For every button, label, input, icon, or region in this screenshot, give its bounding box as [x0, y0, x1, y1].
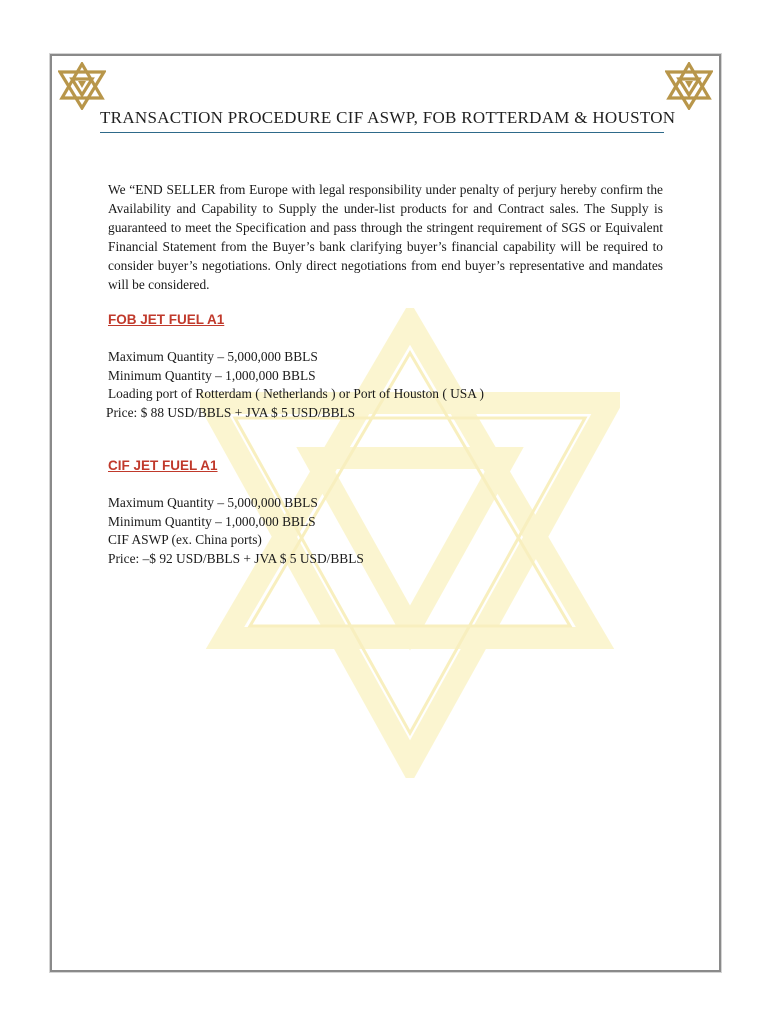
fob-price: Price: $ 88 USD/BBLS + JVA $ 5 USD/BBLS — [106, 404, 356, 420]
cif-min-quantity: Minimum Quantity – 1,000,000 BBLS — [108, 513, 316, 529]
cif-price: Price: –$ 92 USD/BBLS + JVA $ 5 USD/BBLS — [108, 550, 364, 566]
gold-triangle-emblem-icon — [665, 62, 713, 110]
title-divider — [100, 132, 664, 133]
gold-triangle-emblem-icon — [58, 62, 106, 110]
cif-spec-list — [108, 494, 364, 568]
document-page — [50, 54, 721, 972]
fob-loading-port: Loading port of Rotterdam ( Netherlands ) or Port of Houston ( USA ) — [108, 386, 484, 401]
section-heading-cif: CIF JET FUEL A1 — [108, 458, 218, 473]
fob-max-quantity: Maximum Quantity – 5,000,000 BBLS — [108, 349, 318, 364]
document-title: TRANSACTION PROCEDURE CIF ASWP, FOB ROTTERDAM & HOUSTON — [100, 108, 676, 127]
fob-spec-list — [108, 348, 484, 422]
cif-max-quantity: Maximum Quantity – 5,000,000 BBLS — [108, 495, 318, 510]
fob-min-quantity: Minimum Quantity – 1,000,000 BBLS — [108, 367, 316, 383]
section-heading-fob: FOB JET FUEL A1 — [108, 312, 225, 327]
cif-port: CIF ASWP (ex. China ports) — [108, 532, 262, 547]
intro-paragraph: We “END SELLER from Europe with legal responsibility under penalty of perjury hereby confirm the Availability and Capability to Supply the under-list products for and Contract sales. The Supply is guaranteed to meet the Specification and pass through the stringent requirement of SGS or Equivalent Financial Statement from the Buyer’s bank clarifying buyer’s financial capability will be required to consider buyer’s negotiations. Only direct negotiations from end buyer’s representative and mandates will be considered. — [108, 182, 663, 292]
